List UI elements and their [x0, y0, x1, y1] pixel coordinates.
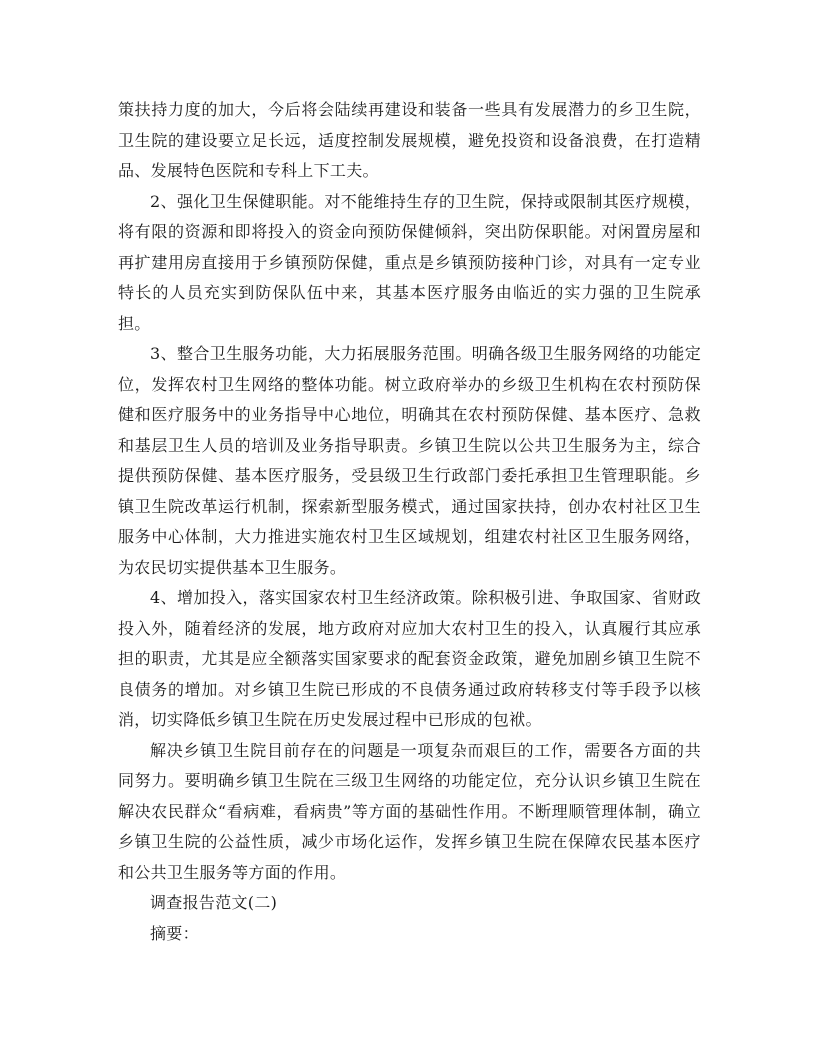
abstract-label: 摘要： — [150, 923, 199, 943]
section-heading: 调查报告范文(二) — [150, 893, 278, 912]
document-body — [118, 95, 701, 949]
paragraph-conclusion: 解决乡镇卫生院目前存在的问题是一项复杂而艰巨的工作，需要各方面的共同努力。要明确乡镇卫生院在三级卫生网络的功能定位，充分认识乡镇卫生院在解决农民群众“看病难，看病贵”等方面的基础性作用。不断理顺管理体制，确立乡镇卫生院的公益性质，减少市场化运作，发挥乡镇卫生院在保障农民基本医疗和公共卫生服务等方面的作用。 — [118, 740, 701, 882]
paragraph-continuation: 策扶持力度的加大，今后将会陆续再建设和装备一些具有发展潜力的乡卫生院，卫生院的建设要立足长远，适度控制发展规模，避免投资和设备浪费，在打造精品、发展特色医院和专科上下工夫。 — [118, 100, 701, 180]
paragraph-item-2: 2、强化卫生保健职能。对不能维持生存的卫生院，保持或限制其医疗规模，将有限的资源和即将投入的资金向预防保健倾斜，突出防保职能。对闲置房屋和再扩建用房直接用于乡镇预防保健，重点是乡镇预防接种门诊，对具有一定专业特长的人员充实到防保队伍中来，其基本医疗服务由临近的实力强的卫生院承担。 — [118, 191, 701, 333]
paragraph-item-4: 4、增加投入，落实国家农村卫生经济政策。除积极引进、争取国家、省财政投入外，随着经济的发展，地方政府对应加大农村卫生的投入，认真履行其应承担的职责，尤其是应全额落实国家要求的配套资金政策，避免加剧乡镇卫生院不良债务的增加。对乡镇卫生院已形成的不良债务通过政府转移支付等手段予以核消，切实降低乡镇卫生院在历史发展过程中已形成的包袱。 — [118, 588, 701, 729]
paragraph-item-3: 3、整合卫生服务功能，大力拓展服务范围。明确各级卫生服务网络的功能定位，发挥农村卫生网络的整体功能。树立政府举办的乡级卫生机构在农村预防保健和医疗服务中的业务指导中心地位，明确其在农村预防保健、基本医疗、急救和基层卫生人员的培训及业务指导职责。乡镇卫生院以公共卫生服务为主，综合提供预防保健、基本医疗服务，受县级卫生行政部门委托承担卫生管理职能。乡镇卫生院改革运行机制，探索新型服务模式，通过国家扶持，创办农村社区卫生服务中心体制，大力推进实施农村卫生区域规划，组建农村社区卫生服务网络，为农民切实提供基本卫生服务。 — [118, 344, 701, 577]
